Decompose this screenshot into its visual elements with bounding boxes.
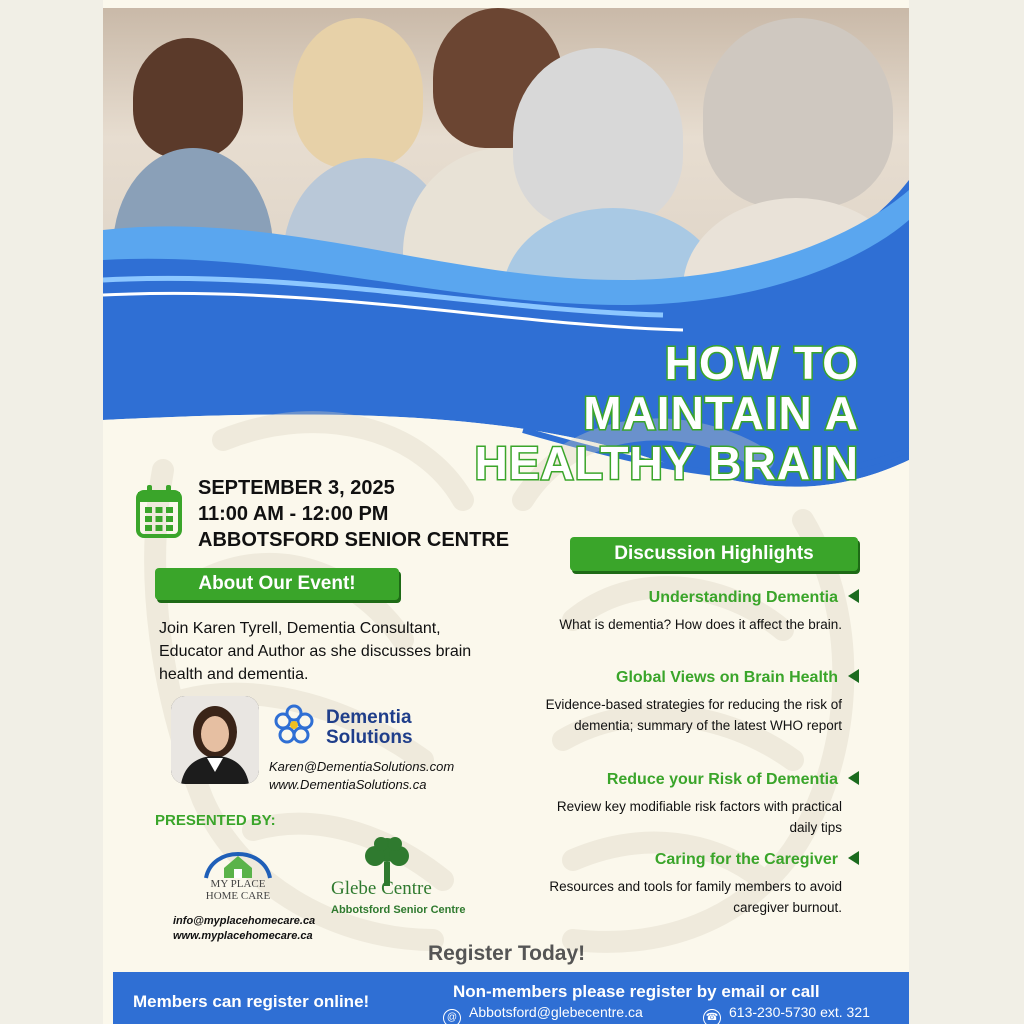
about-text: Join Karen Tyrell, Dementia Consultant, Educator and Author as she discusses brain health and dementia. — [159, 620, 472, 683]
flyer — [103, 0, 909, 1024]
highlight-item — [529, 850, 859, 918]
highlight-item — [529, 770, 859, 838]
sponsor-website[interactable]: www.DementiaSolutions.ca — [269, 777, 427, 792]
highlight-title: Global Views on Brain Health — [616, 669, 838, 686]
myplace-contact — [173, 914, 315, 944]
nonmembers-register-text: Non-members please register by email or call — [453, 982, 820, 1001]
glebe-centre-subtitle: Abbotsford Senior Centre — [331, 904, 466, 916]
calendar-icon — [135, 482, 183, 540]
sponsor-contact — [269, 758, 454, 794]
highlight-desc: Resources and tools for family members to avoid caregiver burnout. — [549, 879, 842, 915]
speaker-photo — [171, 696, 259, 784]
myplace-website[interactable]: www.myplacehomecare.ca — [173, 930, 313, 942]
myplace-email[interactable]: info@myplacehomecare.ca — [173, 915, 316, 927]
members-register-text[interactable]: Members can register online! — [133, 992, 370, 1011]
triangle-icon — [848, 771, 859, 785]
highlight-title: Reduce your Risk of Dementia — [606, 771, 838, 788]
register-footer — [113, 972, 909, 1024]
event-time: 11:00 AM - 12:00 PM — [198, 503, 389, 525]
triangle-icon — [848, 589, 859, 603]
highlight-title: Understanding Dementia — [648, 589, 838, 606]
register-phone[interactable]: ☎ 613-230-5730 ext. 321 — [703, 1004, 870, 1024]
about-heading: About Our Event! — [155, 568, 399, 600]
email-icon: @ — [443, 1009, 461, 1024]
highlight-desc: Evidence-based strategies for reducing the risk of dementia; summary of the latest WHO report — [545, 697, 842, 733]
highlight-item — [529, 668, 859, 736]
highlights-heading: Discussion Highlights — [570, 537, 858, 571]
phone-icon: ☎ — [703, 1009, 721, 1024]
highlight-desc: Review key modifiable risk factors with practical daily tips — [556, 799, 842, 835]
glebe-centre-name: Glebe Centre — [331, 878, 432, 899]
page-title: HOW TO MAINTAIN A HEALTHY BRAIN — [474, 337, 859, 489]
sponsor-email[interactable]: Karen@DementiaSolutions.com — [269, 759, 455, 774]
triangle-icon — [848, 851, 859, 865]
forget-me-not-icon — [273, 704, 315, 746]
highlight-desc: What is dementia? How does it affect the brain. — [559, 617, 842, 632]
highlight-item — [529, 588, 859, 635]
highlight-title: Caring for the Caregiver — [654, 851, 838, 868]
register-heading: Register Today! — [428, 942, 586, 965]
presented-by-label: PRESENTED BY: — [155, 812, 276, 829]
event-date: SEPTEMBER 3, 2025 — [198, 477, 395, 499]
register-email[interactable]: @ Abbotsford@glebecentre.ca — [443, 1004, 643, 1024]
triangle-icon — [848, 669, 859, 683]
event-details — [198, 475, 509, 553]
event-location: ABBOTSFORD SENIOR CENTRE — [198, 529, 510, 551]
myplace-name: MY PLACE HOME CARE — [205, 878, 271, 902]
sponsor-name: Dementia Solutions — [326, 707, 413, 748]
